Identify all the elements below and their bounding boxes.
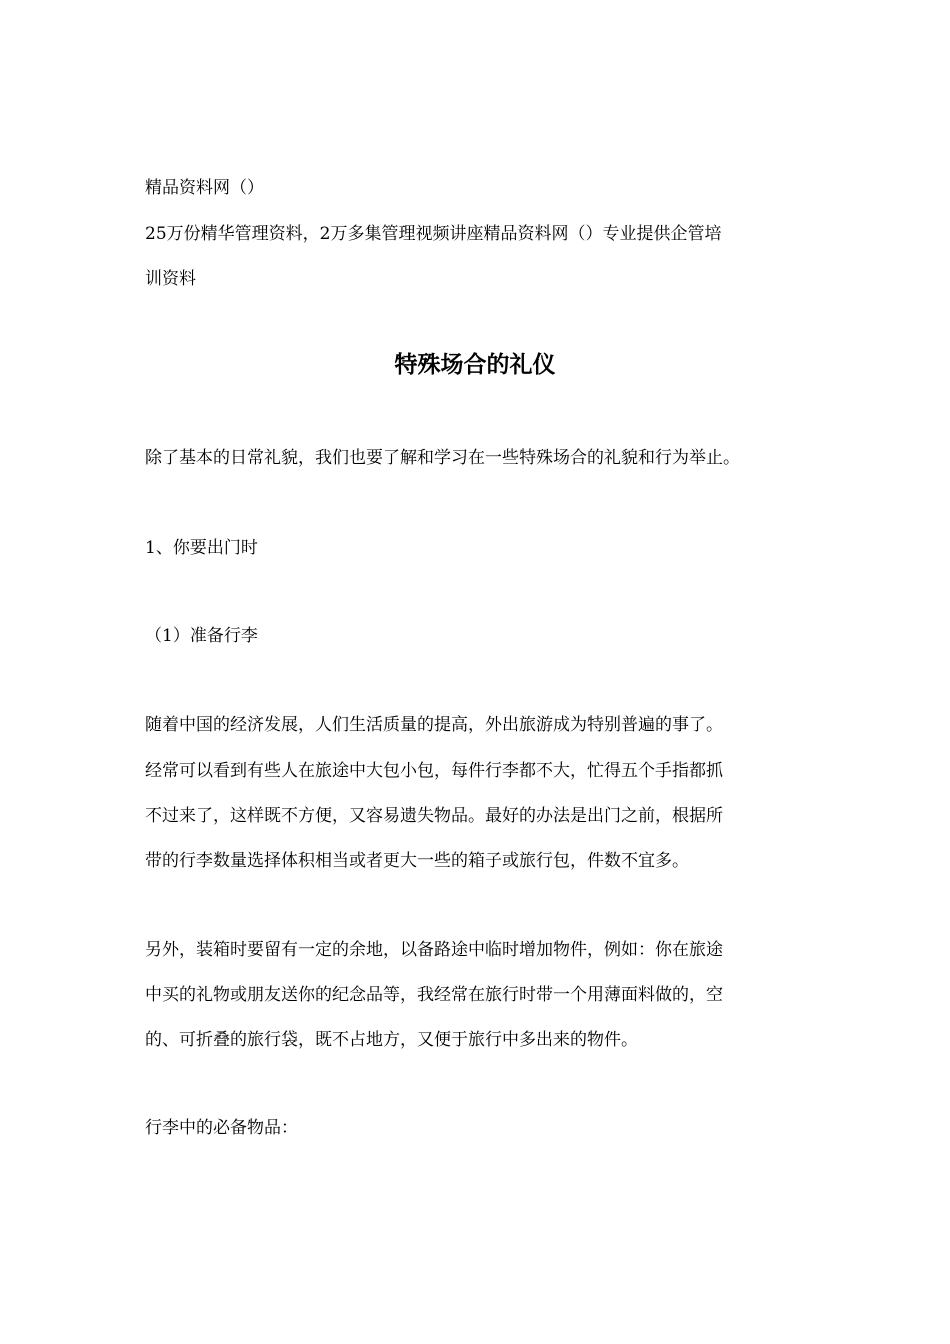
- paragraph-line: 随着中国的经济发展，人们生活质量的提高，外出旅游成为特别普遍的事了。: [145, 715, 723, 735]
- site-name-header: 精品资料网（）: [145, 178, 264, 198]
- promo-line-continued: 训资料: [145, 269, 196, 289]
- section-heading: 1、你要出门时: [145, 538, 258, 558]
- promo-line: 25万份精华管理资料，2万多集管理视频讲座精品资料网（）专业提供企管培: [145, 224, 722, 244]
- essentials-heading: 行李中的必备物品：: [145, 1118, 298, 1138]
- subsection-heading: （1）准备行李: [145, 626, 258, 646]
- page-title: 特殊场合的礼仪: [394, 351, 556, 378]
- paragraph-line: 带的行李数量选择体积相当或者更大一些的箱子或旅行包，件数不宜多。: [145, 851, 689, 871]
- paragraph-line: 经常可以看到有些人在旅途中大包小包，每件行李都不大，忙得五个手指都抓: [145, 761, 723, 781]
- paragraph-line: 中买的礼物或朋友送你的纪念品等，我经常在旅行时带一个用薄面料做的，空: [145, 985, 723, 1005]
- intro-paragraph: 除了基本的日常礼貌，我们也要了解和学习在一些特殊场合的礼貌和行为举止。: [145, 448, 740, 468]
- paragraph-line: 的、可折叠的旅行袋，既不占地方，又便于旅行中多出来的物件。: [145, 1030, 638, 1050]
- paragraph-line: 不过来了，这样既不方便，又容易遗失物品。最好的办法是出门之前，根据所: [145, 806, 723, 826]
- paragraph-line: 另外，装箱时要留有一定的余地，以备路途中临时增加物件，例如：你在旅途: [145, 940, 723, 960]
